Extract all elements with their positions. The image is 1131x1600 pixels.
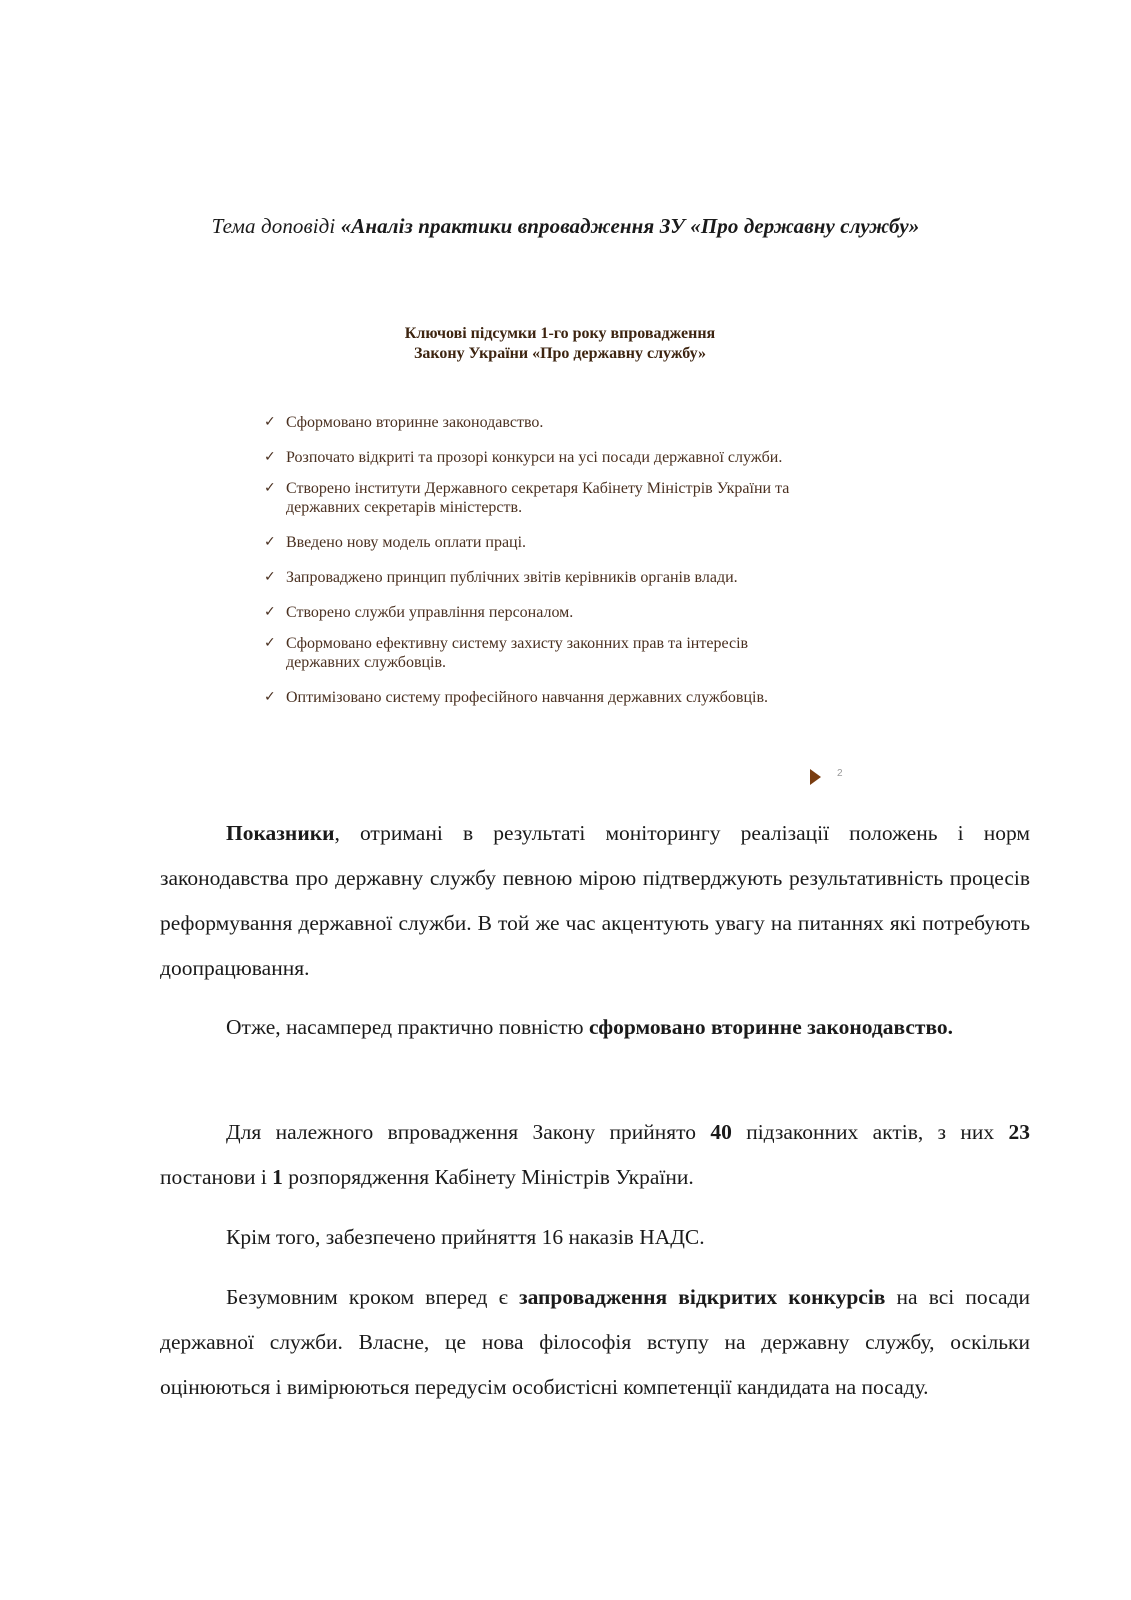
slide-bullet-list	[264, 413, 864, 723]
list-item	[264, 603, 864, 622]
paragraph-bold: запровадження відкритих конкурсів	[518, 1285, 886, 1309]
paragraph-text: постанови і	[160, 1165, 273, 1189]
list-item-text: Оптимізовано систему професійного навчання державних службовців.	[286, 689, 769, 706]
check-icon: ✓	[264, 689, 276, 705]
list-item	[264, 479, 864, 517]
list-item-text: Розпочато відкриті та прозорі конкурси на усі посади державної служби.	[286, 449, 783, 466]
check-icon: ✓	[264, 604, 276, 620]
paragraph-bold: 23	[1008, 1120, 1030, 1144]
slide-page-number: 2	[837, 768, 843, 779]
paragraph-bold: Показники	[226, 821, 335, 845]
list-item-text: Запроваджено принцип публічних звітів керівників органів влади.	[286, 569, 738, 586]
list-item-text: Сформовано ефективну систему захисту законних прав та інтересів	[286, 635, 749, 652]
paragraph-text: на всі посади державної служби. Власне, це нова філософія вступу на державну службу, оскільки оцінюються і вимірюються передусім особистісні компетенції кандидата на посаду.	[160, 1285, 1030, 1399]
list-item-text: Створено інститути Державного секретаря Кабінету Міністрів України та	[286, 480, 790, 497]
list-item-text: Введено нову модель оплати праці.	[286, 534, 527, 551]
report-topic	[0, 214, 1131, 239]
list-item-text-line2: державних секретарів міністерств.	[286, 499, 523, 516]
check-icon: ✓	[264, 635, 276, 651]
slide-title-line2: Закону України «Про державну службу»	[413, 345, 707, 362]
paragraph-text: , отримані в результаті моніторингу реалізації положень і норм законодавства про державну службу певною мірою підтверджують результативність процесів реформування державної служби. В той же час акцентують увагу на питаннях які потребують доопрацювання.	[160, 821, 1030, 980]
slide-navigation	[810, 767, 870, 787]
check-icon: ✓	[264, 569, 276, 585]
list-item-text-line2: державних службовців.	[286, 654, 447, 671]
paragraph-secondary-legislation	[160, 1005, 1030, 1050]
play-icon	[810, 769, 821, 785]
list-item	[264, 448, 864, 467]
paragraph-text: Крім того, забезпечено прийняття 16 наказів НАДС.	[226, 1225, 705, 1249]
paragraph-text: Безумовним кроком вперед є	[226, 1285, 519, 1309]
topic-title: «Аналіз практики впровадження ЗУ «Про державну службу»	[340, 214, 920, 238]
paragraph-bold: сформовано вторинне законодавство.	[589, 1015, 954, 1039]
slide-title-line1: Ключові підсумки 1-го року впровадження	[404, 325, 716, 342]
list-item	[264, 413, 864, 432]
list-item	[264, 634, 864, 672]
paragraph-bold: 1	[272, 1165, 283, 1189]
slide-title	[240, 324, 880, 364]
check-icon: ✓	[264, 449, 276, 465]
check-icon: ✓	[264, 534, 276, 550]
paragraph-text: Отже, насамперед практично повністю	[226, 1015, 589, 1039]
list-item-text: Сформовано вторинне законодавство.	[286, 414, 544, 431]
list-item-text: Створено служби управління персоналом.	[286, 604, 574, 621]
list-item	[264, 533, 864, 552]
paragraph-text: підзаконних актів, з них	[731, 1120, 1009, 1144]
paragraph-bold: 40	[710, 1120, 732, 1144]
embedded-slide	[240, 300, 880, 800]
check-icon: ✓	[264, 414, 276, 430]
list-item	[264, 688, 864, 707]
paragraph-text: Для належного впровадження Закону прийнято	[226, 1120, 711, 1144]
list-item	[264, 568, 864, 587]
paragraph-acts	[160, 1110, 1030, 1200]
check-icon: ✓	[264, 480, 276, 496]
paragraph-orders	[160, 1215, 1030, 1260]
paragraph-indicators	[160, 811, 1030, 991]
paragraph-text: розпорядження Кабінету Міністрів України.	[282, 1165, 694, 1189]
paragraph-competitions	[160, 1275, 1030, 1410]
topic-prefix: Тема доповіді	[211, 214, 341, 238]
